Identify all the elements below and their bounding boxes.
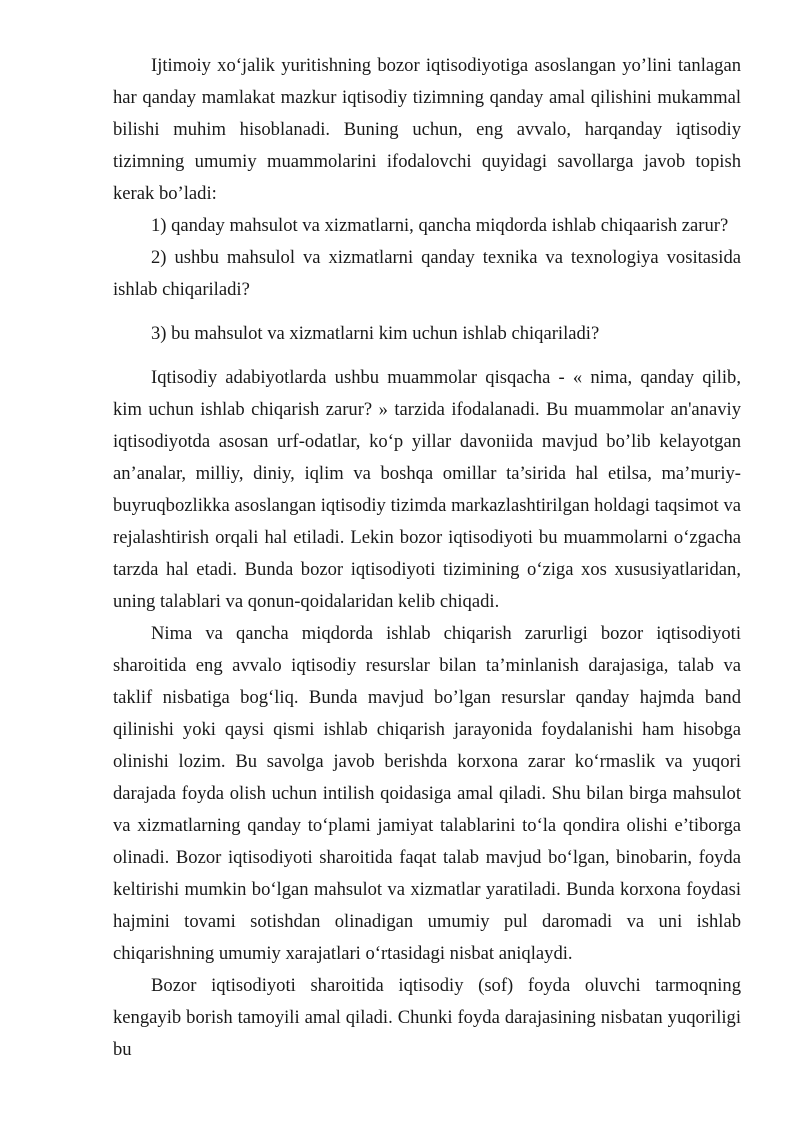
paragraph-market-economy-profit: Bozor iqtisodiyoti sharoitida iqtisodiy (sof) foyda oluvchi tarmoqning kengayib borish tamoyili amal qiladi. Chunki foyda darajasining nisbatan yuqoriligi bu	[113, 975, 741, 1060]
paragraph-economic-literature: Iqtisodiy adabiyotlarda ushbu muammolar qisqacha - « nima, qanday qilib, kim uchun ishlab chiqarish zarur? » tarzida ifodalanadi. Bu muammolar an'anaviy iqtisodiyotda asosan urf-odatlar, koʻp yillar davoniida mavjud bo’lib kelayotgan an’analar, milliy, diniy, iqlim va boshqa omillar ta’sirida hal etilsa, ma’muriy-buyruqbozlikka asoslangan iqtisodiy tizimda markazlashtirilgan holdagi taqsimot va rejalashtirish orqali hal etiladi. Lekin bozor iqtisodiyoti bu muammolarni oʻzgacha tarzda hal etadi. Bunda bozor iqtisodiyoti tizimining oʻziga xos xususiyatlaridan, uning talablari va qonun-qoidalaridan kelib chiqadi.	[113, 367, 741, 612]
list-item-question-3: 3) bu mahsulot va xizmatlarni kim uchun ishlab chiqariladi?	[151, 323, 600, 344]
document-page	[113, 50, 741, 1066]
list-item-question-2: 2) ushbu mahsulol va xizmatlarni qanday texnika va texnologiya vositasida ishlab chiqariladi?	[113, 247, 741, 300]
paragraph-intro: Ijtimoiy xoʻjalik yuritishning bozor iqtisodiyotiga asoslangan yo’lini tanlagan har qanday mamlakat mazkur iqtisodiy tizimning qanday amal qilishini mukammal bilishi muhim hisoblanadi. Buning uchun, eng avvalo, harqanday iqtisodiy tizimning umumiy muammolarini ifodalovchi quyidagi savollarga javob topish kerak bo’ladi:	[113, 55, 741, 204]
paragraph-what-how-much: Nima va qancha miqdorda ishlab chiqarish zarurligi bozor iqtisodiyoti sharoitida eng avvalo iqtisodiy resurslar bilan ta’minlanish darajasiga, talab va taklif nisbatiga bogʻliq. Bunda mavjud bo’lgan resurslar qanday hajmda band qilinishi yoki qaysi qismi ishlab chiqarish jarayonida foydalanishi ham hisobga olinishi lozim. Bu savolga javob berishda korxona zarar koʻrmaslik va yuqori darajada foyda olish uchun intilish qoidasiga amal qiladi. Shu bilan birga mahsulot va xizmatlarning qanday toʻplami jamiyat talablarini toʻla qondira olishi e’tiborga olinadi. Bozor iqtisodiyoti sharoitida faqat talab mavjud boʻlgan, binobarin, foyda keltirishi mumkin boʻlgan mahsulot va xizmatlar yaratiladi. Bunda korxona foydasi hajmini tovami sotishdan olinadigan umumiy pul daromadi va uni ishlab chiqarishning umumiy xarajatlari oʻrtasidagi nisbat aniqlaydi.	[113, 623, 741, 964]
list-item-question-1: 1) qanday mahsulot va xizmatlarni, qancha miqdorda ishlab chiqaarish zarur?	[151, 215, 729, 236]
